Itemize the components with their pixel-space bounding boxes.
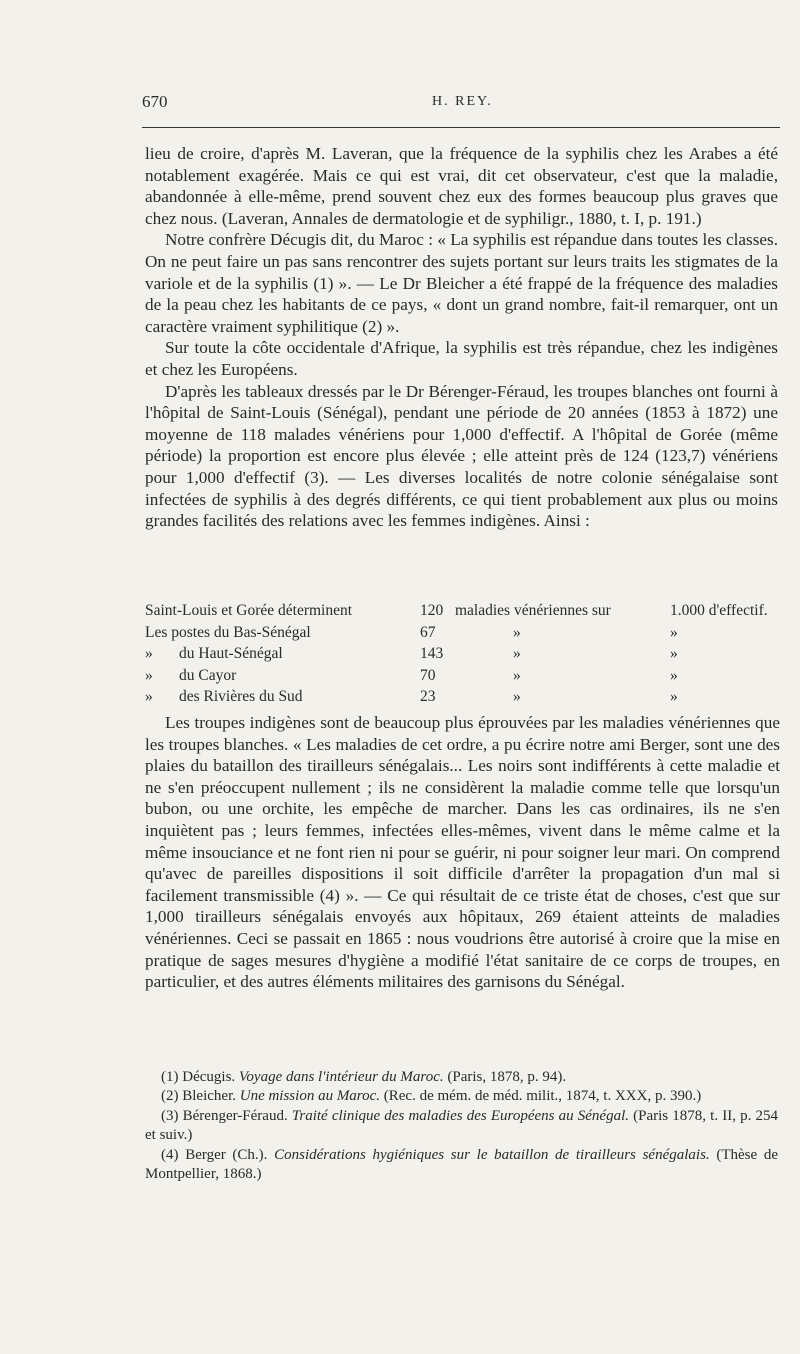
row-desc: maladies vénériennes sur	[455, 602, 611, 619]
page-header	[142, 92, 777, 116]
running-title: H. REY.	[432, 94, 493, 109]
row-label: Les postes du Bas-Sénégal	[145, 623, 311, 641]
paragraph: lieu de croire, d'après M. Laveran, que la fréquence de la syphilis chez les Arabes a été notablement exagérée. Mais ce qui est vrai, dit cet observateur, c'est que la maladie, abandonnée à elle-même, prend souvent chez eux des formes beaucoup plus graves que chez nous. (Laveran, Annales de dermatologie et de syphiligr., 1880, t. I, p. 191.)	[145, 144, 778, 228]
row-desc: »	[513, 666, 521, 684]
row-desc: »	[513, 688, 521, 706]
page-number: 670	[142, 92, 168, 111]
paragraph: Notre confrère Décugis dit, du Maroc : « La syphilis est répandue dans toutes les classes. On ne peut faire un pas sans rencontrer des sujets portant sur leurs traits les stigmates de la variole et de la syphilis (1) ». — Le Dr Bleicher a été frappé de la fréquence des maladies de la peau chez les habitants de ce pays, « dont un grand nombre, fait-il remarquer, ont un caractère vraiment syphilitique (2) ».	[145, 230, 778, 336]
footnote-title: Voyage dans l'intérieur du Maroc.	[238, 1069, 444, 1085]
footnote-author: Bérenger-Féraud.	[182, 1107, 288, 1124]
footnote-number: (2)	[161, 1088, 179, 1105]
row-value: 143	[420, 645, 444, 663]
row-prefix: »	[145, 645, 153, 663]
row-suffix: 1.000 d'effectif.	[670, 602, 768, 619]
main-text-continued	[145, 712, 780, 993]
row-value: 70	[420, 666, 436, 684]
row-prefix: »	[145, 688, 153, 706]
paragraph: D'après les tableaux dressés par le Dr Bérenger-Féraud, les troupes blanches ont fourni à l'hôpital de Saint-Louis (Sénégal), pendant une période de 20 années (1853 à 1872) une moyenne de 118 malades vénériens pour 1,000 d'effectif. A l'hôpital de Gorée (même période) la proportion est encore plus élevée ; elle atteint près de 124 (123,7) vénériens pour 1,000 d'effectif (3). — Les diverses localités de notre colonie sénégalaise sont infectées de syphilis à des degrés différents, ce qui tient probablement aux plus ou moins grandes facilités des relations avec les femmes indigènes. Ainsi :	[145, 381, 778, 531]
table-row	[145, 686, 780, 708]
footnote-details: (Paris, 1878, p. 94).	[447, 1069, 567, 1085]
table-row	[145, 622, 780, 644]
row-suffix: »	[670, 688, 678, 706]
row-value: 23	[420, 688, 436, 706]
row-desc: »	[513, 623, 521, 641]
footnote	[145, 1087, 778, 1106]
row-suffix: »	[670, 623, 678, 641]
table-row	[145, 665, 780, 687]
row-value: 67	[420, 623, 436, 641]
row-label: du Haut-Sénégal	[179, 645, 283, 663]
row-label: du Cayor	[179, 666, 237, 684]
row-value: 120	[420, 602, 444, 619]
footnote-title: Considérations hygiéniques sur le bataillon de tirailleurs sénégalais.	[274, 1146, 710, 1163]
row-label: des Rivières du Sud	[179, 688, 303, 706]
table-row	[145, 600, 780, 622]
footnote-number: (3)	[161, 1107, 179, 1124]
footnote-details: (Paris 1878, t. II, p. 254 et suiv.)	[145, 1107, 778, 1144]
footnotes	[145, 1068, 778, 1184]
row-suffix: »	[670, 645, 678, 663]
row-desc: »	[513, 645, 521, 663]
header-rule	[142, 127, 780, 128]
row-label: Saint-Louis et Gorée déterminent	[145, 602, 353, 619]
table-row	[145, 643, 780, 665]
footnote-details: (Thèse de Montpellier, 1868.)	[145, 1146, 778, 1183]
footnote-author: Berger (Ch.).	[185, 1146, 268, 1163]
paragraph: Les troupes indigènes sont de beaucoup plus éprouvées par les maladies vénériennes que les troupes blanches. « Les maladies de cet ordre, a pu écrire notre ami Berger, sont une des plaies du bataillon des tirailleurs sénégalais... Les noirs sont indifférents à cette maladie et ne s'en préoccupent nullement ; ils ne considèrent la maladie comme telle que lorsqu'un bubon, ou une orchite, les empêche de marcher. Dans les cas ordinaires, ils ne s'en inquiètent pas ; leurs femmes, infectées elles-mêmes, vivent dans le même calme et la même insouciance et ne font rien ni pour se guérir, ni pour soigner leur mari. On comprend qu'avec de pareilles dispositions il soit difficile d'arrêter la propagation d'un mal si facilement transmissible (4) ». — Ce qui résultait de ce triste état de choses, c'est que sur 1,000 tirailleurs sénégalais envoyés aux hôpitaux, 269 étaient atteints de maladies vénériennes. Ceci se passait en 1865 : nous voudrions être autorisé à croire que la mise en pratique de sages mesures d'hygiène a modifié l'état sanitaire de ce corps de troupes, en particulier, et des autres éléments militaires des garnisons du Sénégal.	[145, 713, 780, 992]
main-text	[145, 143, 778, 532]
footnote-title: Une mission au Maroc.	[239, 1088, 381, 1105]
footnote-author: Décugis.	[182, 1069, 236, 1085]
statistics-table	[145, 600, 780, 708]
footnote	[145, 1068, 778, 1087]
row-suffix: »	[670, 666, 678, 684]
footnote-number: (4)	[161, 1146, 179, 1163]
footnote-number: (1)	[161, 1069, 179, 1085]
footnote-details: (Rec. de mém. de méd. milit., 1874, t. XXX, p. 390.)	[383, 1088, 702, 1105]
row-prefix: »	[145, 666, 153, 684]
footnote-author: Bleicher.	[182, 1088, 236, 1105]
paragraph: Sur toute la côte occidentale d'Afrique, la syphilis est très répandue, chez les indigènes et chez les Européens.	[145, 338, 778, 379]
footnote	[145, 1146, 778, 1185]
footnote-title: Traité clinique des maladies des Européens au Sénégal.	[291, 1107, 629, 1124]
footnote	[145, 1107, 778, 1146]
